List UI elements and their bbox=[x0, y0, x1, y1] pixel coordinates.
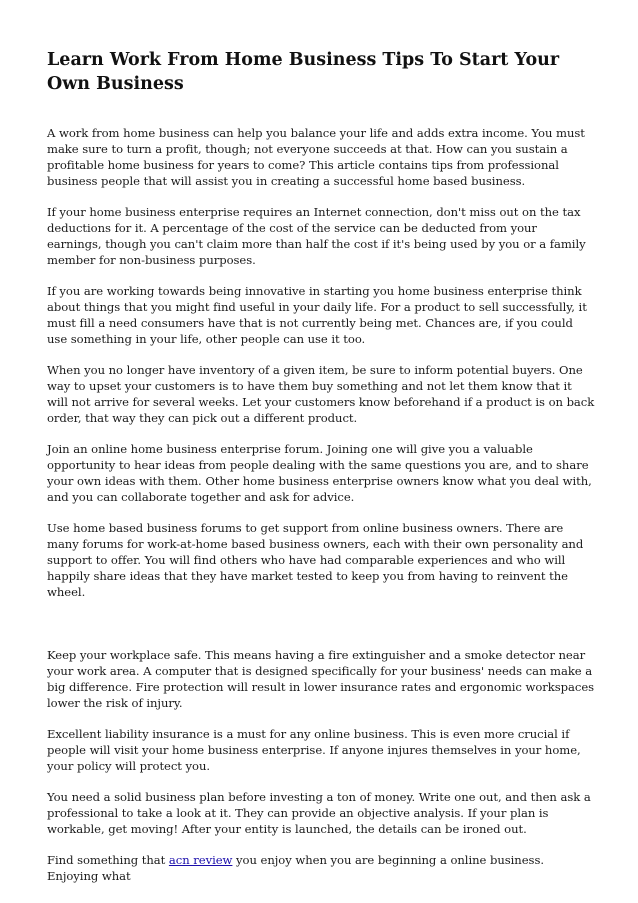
paragraph-business-plan: You need a solid business plan before investing a ton of money. Write one out, and then ask a professional to take a look at it. They can provide an objective analysis. If your plan is workable, get moving! After your entity is launched, the details can be ironed out. bbox=[47, 790, 591, 836]
acn-review-link[interactable]: acn review bbox=[168, 853, 233, 867]
paragraph-workplace-safety: Keep your workplace safe. This means having a fire extinguisher and a smoke detector near your work area. A computer that is designed specifically for your business' needs can make a big difference. Fire protection will result in lower insurance rates and ergonomic workspaces lower the risk of injury. bbox=[47, 648, 595, 710]
document-page bbox=[47, 48, 595, 899]
document-title: Learn Work From Home Business Tips To Start Your Own Business bbox=[47, 50, 560, 94]
paragraph-internet-deduction: If your home business enterprise requires an Internet connection, don't miss out on the tax deductions for it. A percentage of the cost of the service can be deducted from your earnings, though you can't claim more than half the cost if it's being used by you or a family member for non-business purposes. bbox=[47, 205, 586, 267]
paragraph-intro: A work from home business can help you balance your life and adds extra income. You must make sure to turn a profit, though; not everyone succeeds at that. How can you sustain a profitable home business for years to come? This article contains tips from professional business people that will assist you in creating a successful home based business. bbox=[47, 126, 585, 188]
paragraph-text-after-link: you enjoy when you are beginning a online business. Enjoying what bbox=[47, 853, 544, 883]
paragraph-innovation: If you are working towards being innovative in starting you home business enterprise think about things that you might find useful in your daily life. For a product to sell successfully, it must fill a need consumers have that is not currently being met. Chances are, if you could use something in your life, other people can use it too. bbox=[47, 284, 587, 346]
paragraph-text-before-link: Find something that bbox=[47, 853, 169, 867]
paragraph-forums-support: Use home based business forums to get support from online business owners. There are many forums for work-at-home based business owners, each with their own personality and support to offer. You will find others who have had comparable experiences and who will happily share ideas that they have market tested to keep you from having to reinvent the wheel. bbox=[47, 521, 584, 599]
paragraph-inventory: When you no longer have inventory of a given item, be sure to inform potential buyers. One way to upset your customers is to have them buy something and not let them know that it will not arrive for several weeks. Let your customers know beforehand if a product is on back order, that way they can pick out a different product. bbox=[47, 363, 595, 425]
paragraph-forum: Join an online home business enterprise forum. Joining one will give you a valuable opportunity to hear ideas from people dealing with the same questions you are, and to share your own ideas with them. Other home business enterprise owners know what you deal with, and you can collaborate together and ask for advice. bbox=[47, 442, 592, 504]
paragraph-liability-insurance: Excellent liability insurance is a must for any online business. This is even more crucial if people will visit your home business enterprise. If anyone injures themselves in your home, your policy will protect you. bbox=[47, 727, 581, 773]
paragraph-find-something bbox=[47, 852, 595, 884]
